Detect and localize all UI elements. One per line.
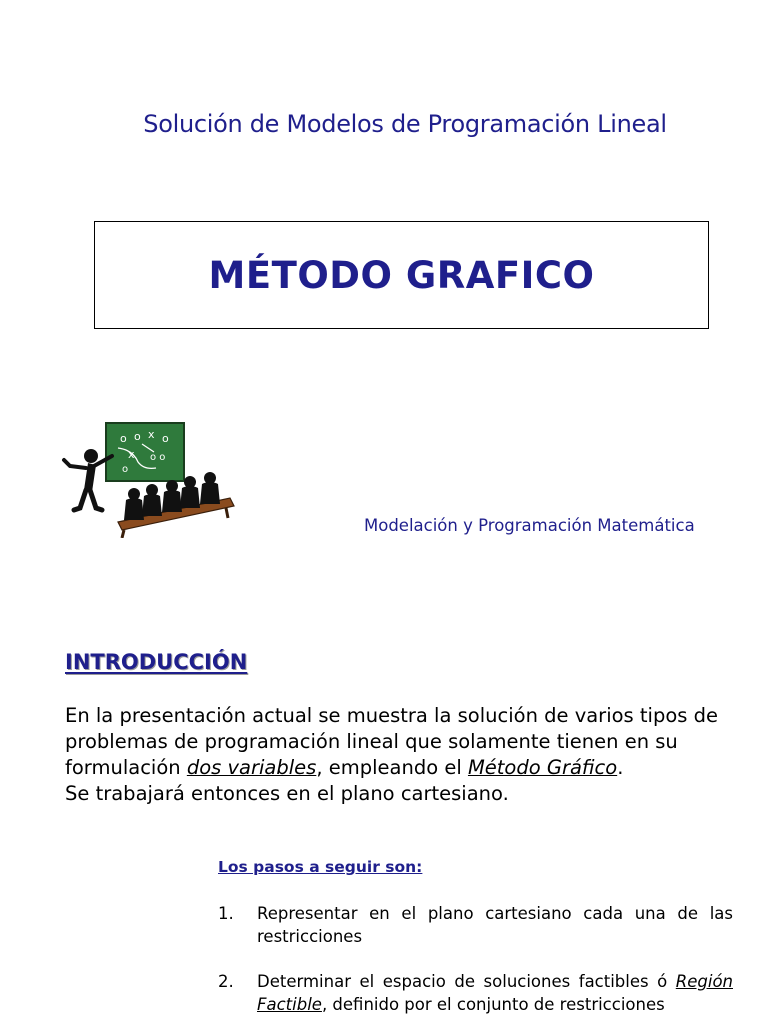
title-box bbox=[94, 221, 709, 329]
teacher-blackboard-students-clipart bbox=[58, 420, 238, 538]
step-text bbox=[257, 970, 733, 1016]
svg-text:o: o bbox=[162, 432, 169, 445]
svg-text:x: x bbox=[148, 428, 155, 441]
introduction-heading: INTRODUCCIÓN bbox=[65, 650, 248, 674]
region-factible-emphasis: Región Factible bbox=[257, 972, 733, 1014]
svg-text:o: o bbox=[122, 464, 129, 475]
dos-variables-emphasis: dos variables bbox=[186, 756, 317, 779]
svg-text:o: o bbox=[120, 432, 127, 445]
step-text-part1: Determinar el espacio de soluciones factibles ó bbox=[257, 972, 676, 991]
introduction-text-part2: , empleando el bbox=[316, 756, 468, 779]
svg-text:x: x bbox=[128, 448, 135, 461]
document-title: MÉTODO GRAFICO bbox=[208, 254, 595, 297]
step-item-1 bbox=[218, 902, 733, 948]
document-subtitle: Solución de Modelos de Programación Lineal bbox=[143, 110, 667, 138]
step-number: 2. bbox=[218, 972, 234, 991]
step-text: Representar en el plano cartesiano cada una de las restricciones bbox=[257, 904, 733, 946]
svg-text:o: o bbox=[134, 430, 141, 443]
svg-text:o o: o o bbox=[150, 452, 166, 463]
step-number: 1. bbox=[218, 904, 234, 923]
introduction-text-line2: Se trabajará entonces en el plano cartesiano. bbox=[65, 782, 509, 805]
course-name: Modelación y Programación Matemática bbox=[364, 516, 695, 535]
introduction-text-part1: En la presentación actual se muestra la solución de varios tipos de problemas de programación lineal que solamente tienen en su formulación bbox=[65, 704, 719, 779]
step-text-part2: , definido por el conjunto de restricciones bbox=[321, 995, 665, 1014]
introduction-paragraph bbox=[65, 703, 745, 807]
introduction-text-part3: . bbox=[617, 756, 624, 779]
metodo-grafico-emphasis: Método Gráfico bbox=[467, 756, 618, 779]
steps-heading: Los pasos a seguir son: bbox=[218, 858, 423, 876]
step-item-2 bbox=[218, 970, 733, 1016]
